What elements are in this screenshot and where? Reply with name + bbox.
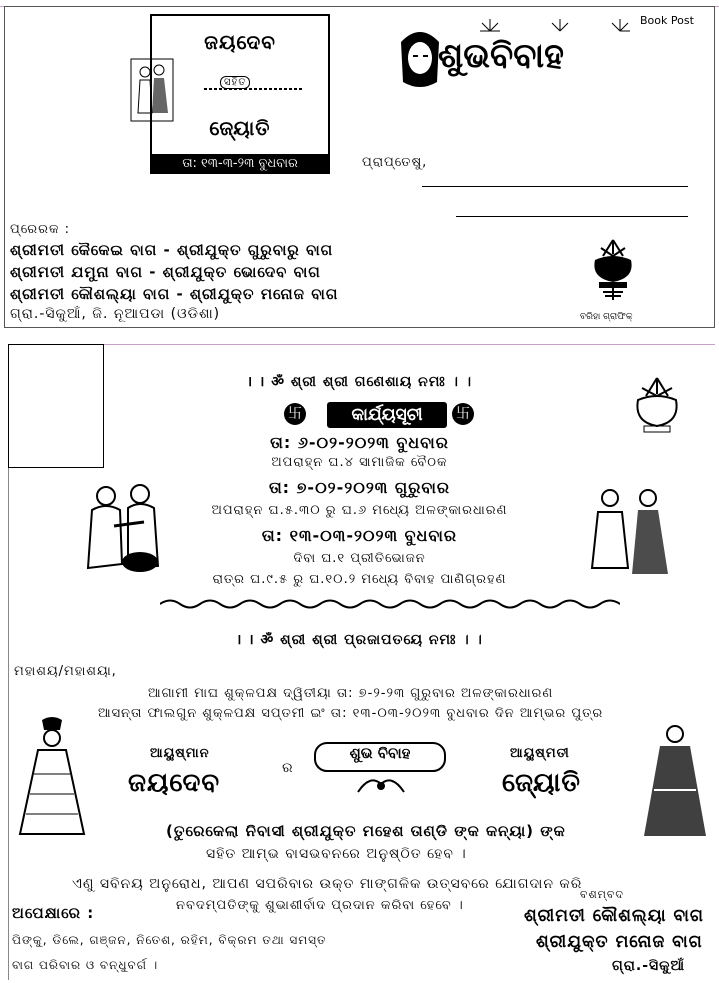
musicians-illustration (78, 476, 170, 586)
sahita-ornament (204, 80, 304, 92)
shubha-vivaha-text: ଶୁଭ ବିବାହ (349, 744, 411, 762)
awaiting-names: ବାଗ ପରିବାର ଓ ବନ୍ଧୁବର୍ଗ । (12, 958, 159, 972)
ganesh-invocation: । । ॐ ଶ୍ରୀ ଶ୍ରୀ ଗଣେଶାୟ ନମଃ । । (246, 374, 473, 390)
sender-address: ଗ୍ରା.-ସିକୁଆଁ, ଜି. ନୂଆପଡା (ଓଡିଶା) (10, 306, 221, 322)
sender-line: ଶ୍ରୀମତୀ କୌଶଲ୍ୟା ବାଗ - ଶ୍ରୀଯୁକ୍ତ ମନୋଜ ବାଗ (10, 285, 339, 303)
ra-connector: ର (282, 760, 294, 776)
request-line: ଏଣୁ ସବିନୟ ଅନୁରୋଧ, ଆପଣ ସପରିବାର ଉକ୍ତ ମାଙ୍ଗଳିକ ଉତ୍ସବରେ ଯୋଗଦାନ କରି (72, 876, 583, 892)
vashamvad-label: ବଶମ୍ବଦ (580, 888, 624, 901)
cover-bride-name: ଜ୍ୟୋତି (209, 116, 271, 140)
awaiting-label: ଅପେକ୍ଷାରେ : (12, 904, 95, 922)
groom-illustration (12, 714, 92, 844)
sender-label: ପ୍ରେରକ : (10, 222, 71, 237)
awaiting-names: ପିଙ୍କୁ, ଡିଲେ, ଗଞ୍ଜନ, ନିତେଶ, ରହିମ, ବିକ୍ରମ ତଥା ସମସ୍ତ (12, 933, 327, 947)
sahita-label: ସହିତ (220, 76, 250, 89)
salutation: ମହାଶୟ/ମହାଶୟା, (14, 664, 117, 679)
schedule-date: ତା: ୬-୦୨-୨୦୨୩ ବୁଧବାର (270, 433, 449, 452)
venue-line: ସହିତ ଆମ୍ଭ ବାସଭବନରେ ଅନୁଷ୍ଠିତ ହେବ । (206, 846, 467, 862)
book-post-label: Book Post (640, 14, 694, 27)
kalash-icon (583, 238, 643, 302)
bride-parent-line: (ତୁରେକେଲା ନିବାସୀ ଶ୍ରୀଯୁକ୍ତ ମହେଶ ତାଣ୍ଡି ଙ୍କ କନ୍ୟା) ଙ୍କ (166, 822, 566, 840)
address-line-2 (456, 216, 688, 217)
schedule-date: ତା: ୭-୦୨-୨୦୨୩ ଗୁରୁବାର (268, 478, 451, 497)
dancing-couple-illustration (588, 484, 672, 584)
schedule-event: ଦିବା ଘ.୧ ପ୍ରୀତିଭୋଜନ (293, 551, 426, 566)
schedule-event: ଅପରାହ୍ନ ଘ.୫.୩୦ ରୁ ଘ.୬ ମଧ୍ୟେ ଅଳଙ୍କାରଧାରଣ (211, 503, 508, 518)
host-village: ଗ୍ରା.-ସିକୁଆଁ (612, 958, 686, 974)
couple-name-box (150, 14, 330, 156)
karyasuchi-heading: କାର୍ଯ୍ୟସୂଚୀ (327, 402, 447, 428)
cover-shubha-vivaha-logo: ଶୁଭବିବାହ (438, 36, 565, 76)
bride-name: ଜ୍ୟୋତି (502, 768, 581, 798)
swastika-right-icon: 卐 (452, 403, 474, 425)
couple-figure-icon (130, 58, 174, 122)
schedule-date: ତା: ୧୩-୦୩-୨୦୨୩ ବୁଧବାର (261, 526, 458, 545)
press-credit: ବରିହା ଗ୍ରାଫିକ୍ (580, 312, 633, 322)
sender-line: ଶ୍ରୀମତୀ ଯମୁନା ବାଗ - ଶ୍ରୀଯୁକ୍ତ ଭୋଦେବ ବାଗ (10, 263, 321, 281)
bride-illustration (640, 720, 710, 846)
intro-line: ଆଗାମୀ ମାଘ ଶୁକ୍ଳପକ୍ଷ ଦ୍ୱିତୀୟା ତା: ୭-୨-୨୩ ଗୁରୁବାର ଅଳଙ୍କାରଧାରଣ (148, 686, 554, 701)
groom-title: ଆୟୁଷ୍ମାନ (150, 746, 210, 761)
host-name: ଶ୍ରୀମତୀ କୌଶଲ୍ୟା ବାଗ (524, 906, 704, 926)
request-line: ନବଦମ୍ପତିଙ୍କୁ ଶୁଭାଶୀର୍ବାଦ ପ୍ରଦାନ କରିବା ହେବେ । (176, 898, 464, 913)
bride-title: ଆୟୁଷ୍ମତୀ (510, 746, 570, 761)
joined-hands-icon (356, 770, 406, 800)
ornamental-divider (160, 596, 620, 610)
host-name: ଶ୍ରୀଯୁକ୍ତ ମନୋଜ ବାଗ (536, 932, 703, 952)
fireworks-icon (470, 16, 640, 46)
swastika-left-icon: 卐 (284, 403, 306, 425)
groom-name: ଜୟଦେବ (128, 768, 221, 798)
schedule-event: ରାତ୍ର ଘ.୯.୫ ରୁ ଘ.୧୦.୨ ମଧ୍ୟେ ବିବାହ ପାଣିଗ୍ରହଣ (212, 572, 507, 587)
intro-line: ଆସନ୍ତା ଫାଲଗୁନ ଶୁକ୍ଳପକ୍ଷ ସପ୍ତମୀ ଇଂ ତା: ୧୩-୦୩-୨୦୨୩ ବୁଧବାର ଦିନ ଆମ୍ଭର ପୁତ୍ର (98, 706, 604, 721)
sender-line: ଶ୍ରୀମତୀ କୈକେଇ ବାଗ - ଶ୍ରୀଯୁକ୍ତ ଗୁରୁବାରୁ ବାଗ (10, 241, 334, 259)
cover-date-bar: ତା: ୧୩-୩-୨୩ ବୁଧବାର (150, 154, 330, 174)
schedule-event: ଅପରାହ୍ନ ଘ.୪ ସାମାଜିକ ବୈଠକ (271, 455, 448, 470)
recipient-label: ପ୍ରାପ୍ତେଷୁ, (362, 155, 428, 170)
prajapati-invocation: । । ॐ ଶ୍ରୀ ଶ୍ରୀ ପ୍ରଜାପତୟେ ନମଃ । । (236, 632, 483, 648)
address-line-1 (422, 186, 688, 187)
cover-groom-name: ଜୟଦେବ (204, 30, 276, 54)
